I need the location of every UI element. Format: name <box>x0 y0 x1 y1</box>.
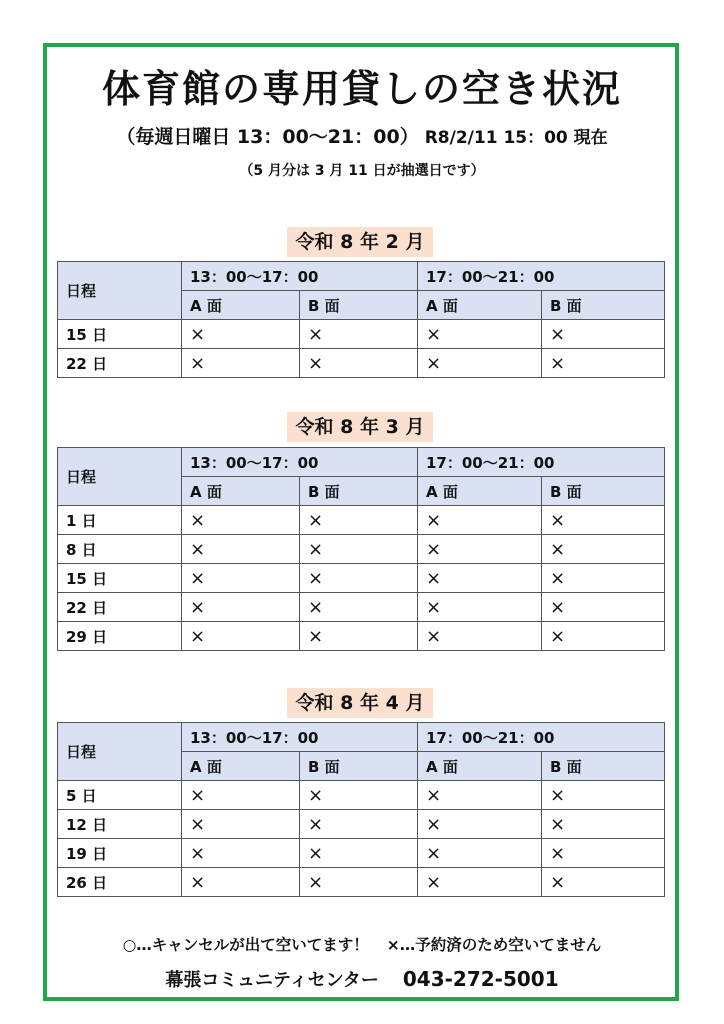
table-row <box>58 564 665 593</box>
date-cell: 8 日 <box>58 535 182 564</box>
status-cell: × <box>418 622 542 651</box>
date-column-header: 日程 <box>58 448 182 506</box>
table-row <box>58 839 665 868</box>
legend-available: ○…キャンセルが出て空いてます！ <box>122 936 369 954</box>
slot-header-afternoon: 13：00～17：00 <box>182 262 418 291</box>
table-row <box>58 535 665 564</box>
court-a-header: A 面 <box>418 752 542 781</box>
status-cell: × <box>542 349 665 378</box>
schedule-subtitle <box>0 122 724 149</box>
court-b-header: B 面 <box>300 477 418 506</box>
table-row <box>58 868 665 897</box>
date-cell: 22 日 <box>58 349 182 378</box>
date-cell: 29 日 <box>58 622 182 651</box>
status-cell: × <box>182 564 300 593</box>
table-row <box>58 810 665 839</box>
date-cell: 19 日 <box>58 839 182 868</box>
phone-number: 043-272-5001 <box>402 967 559 991</box>
date-cell: 22 日 <box>58 593 182 622</box>
schedule-hours: （毎週日曜日 13：00～21：00） <box>116 126 419 148</box>
status-cell: × <box>300 506 418 535</box>
status-cell: × <box>182 839 300 868</box>
date-column-header: 日程 <box>58 723 182 781</box>
court-b-header: B 面 <box>300 752 418 781</box>
date-column-header: 日程 <box>58 262 182 320</box>
slot-header-afternoon: 13：00～17：00 <box>182 723 418 752</box>
lottery-note: （5 月分は 3 月 11 日が抽選日です） <box>239 163 485 179</box>
schedule-table-mar <box>57 447 665 651</box>
status-cell: × <box>542 810 665 839</box>
status-cell: × <box>418 564 542 593</box>
status-cell: × <box>542 839 665 868</box>
date-cell: 5 日 <box>58 781 182 810</box>
date-cell: 1 日 <box>58 506 182 535</box>
status-cell: × <box>542 622 665 651</box>
table-row <box>58 781 665 810</box>
status-cell: × <box>182 781 300 810</box>
slot-header-evening: 17：00～21：00 <box>418 262 665 291</box>
schedule-table-feb <box>57 261 665 378</box>
status-cell: × <box>300 868 418 897</box>
court-a-header: A 面 <box>182 291 300 320</box>
status-cell: × <box>182 868 300 897</box>
status-cell: × <box>418 506 542 535</box>
status-cell: × <box>418 868 542 897</box>
status-cell: × <box>182 593 300 622</box>
table-row <box>58 349 665 378</box>
status-cell: × <box>300 349 418 378</box>
table-row <box>58 622 665 651</box>
date-cell: 15 日 <box>58 320 182 349</box>
status-cell: × <box>418 320 542 349</box>
status-cell: × <box>542 564 665 593</box>
date-cell: 26 日 <box>58 868 182 897</box>
status-cell: × <box>300 535 418 564</box>
court-b-header: B 面 <box>542 752 665 781</box>
contact-footer <box>0 966 724 992</box>
status-cell: × <box>300 593 418 622</box>
status-cell: × <box>182 810 300 839</box>
organization-name: 幕張コミュニティセンター <box>165 970 379 991</box>
as-of-timestamp: R8/2/11 15：00 現在 <box>424 128 608 148</box>
status-cell: × <box>300 839 418 868</box>
court-a-header: A 面 <box>418 477 542 506</box>
status-cell: × <box>182 349 300 378</box>
status-cell: × <box>542 506 665 535</box>
status-cell: × <box>542 781 665 810</box>
court-b-header: B 面 <box>542 477 665 506</box>
slot-header-evening: 17：00～21：00 <box>418 448 665 477</box>
status-cell: × <box>418 349 542 378</box>
status-cell: × <box>182 535 300 564</box>
status-cell: × <box>300 810 418 839</box>
date-cell: 12 日 <box>58 810 182 839</box>
status-cell: × <box>418 535 542 564</box>
court-b-header: B 面 <box>542 291 665 320</box>
month-label-feb: 令和 8 年 2 月 <box>287 227 433 257</box>
status-cell: × <box>182 622 300 651</box>
status-cell: × <box>418 593 542 622</box>
status-cell: × <box>542 320 665 349</box>
status-cell: × <box>418 810 542 839</box>
status-cell: × <box>182 320 300 349</box>
status-cell: × <box>542 868 665 897</box>
month-label-apr: 令和 8 年 4 月 <box>287 688 433 718</box>
table-row <box>58 593 665 622</box>
page-title: 体育館の専用貸しの空き状況 <box>101 67 622 111</box>
court-a-header: A 面 <box>182 477 300 506</box>
legend <box>0 933 724 955</box>
court-b-header: B 面 <box>300 291 418 320</box>
month-label-mar: 令和 8 年 3 月 <box>287 412 433 442</box>
date-cell: 15 日 <box>58 564 182 593</box>
table-row <box>58 506 665 535</box>
status-cell: × <box>418 781 542 810</box>
status-cell: × <box>300 781 418 810</box>
status-cell: × <box>300 622 418 651</box>
schedule-table-apr <box>57 722 665 897</box>
status-cell: × <box>300 320 418 349</box>
court-a-header: A 面 <box>182 752 300 781</box>
slot-header-evening: 17：00～21：00 <box>418 723 665 752</box>
slot-header-afternoon: 13：00～17：00 <box>182 448 418 477</box>
status-cell: × <box>542 535 665 564</box>
table-row <box>58 320 665 349</box>
status-cell: × <box>542 593 665 622</box>
status-cell: × <box>182 506 300 535</box>
status-cell: × <box>300 564 418 593</box>
legend-reserved: ×…予約済のため空いてません <box>386 936 602 954</box>
court-a-header: A 面 <box>418 291 542 320</box>
status-cell: × <box>418 839 542 868</box>
